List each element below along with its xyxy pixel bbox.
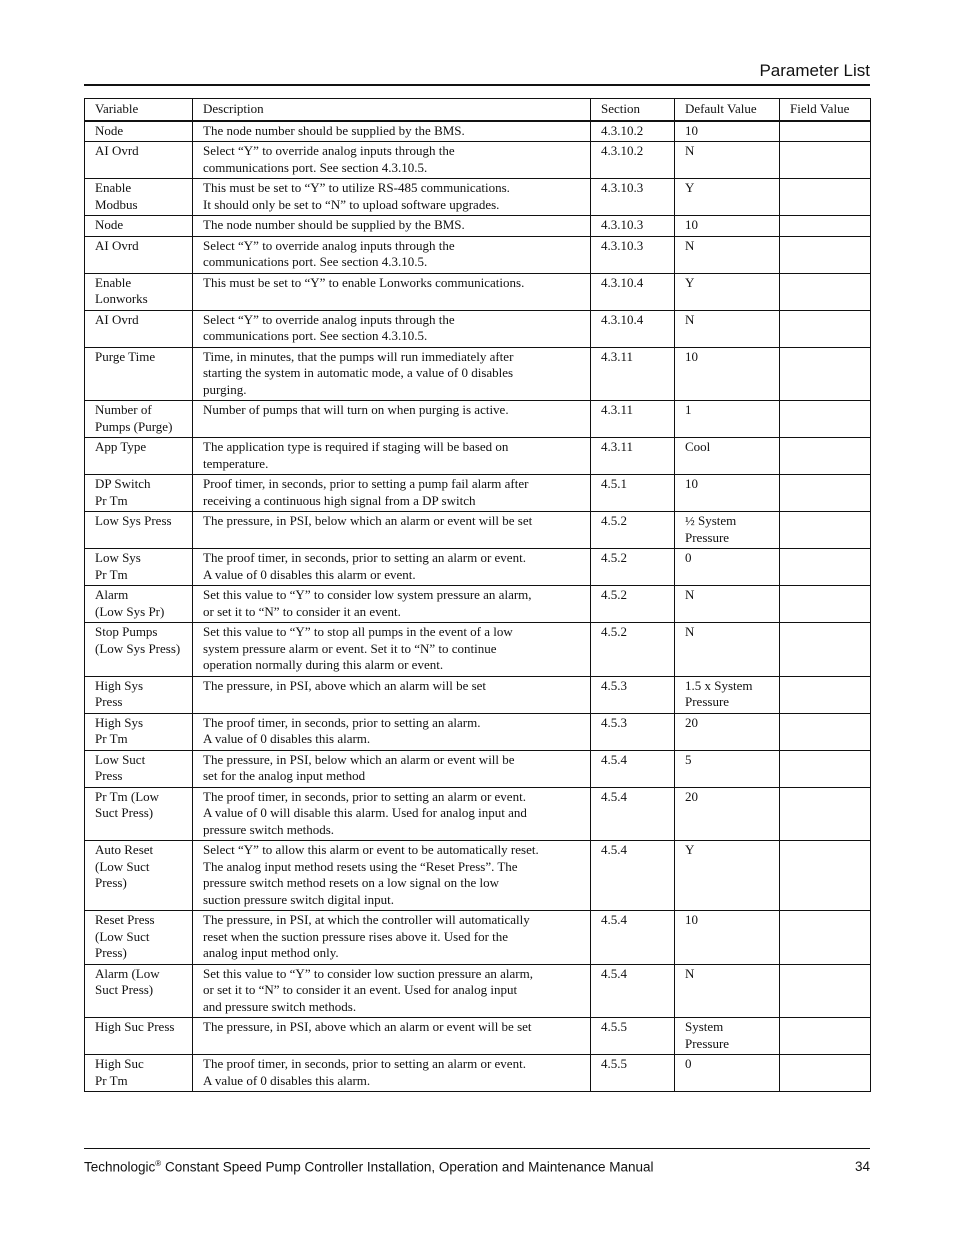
footer-divider	[84, 1148, 870, 1149]
cell-variable-text: Alarm (Low Suct Press)	[95, 965, 160, 997]
cell-default-value	[675, 512, 780, 549]
table-row	[85, 623, 871, 677]
cell-variable-text: Number of Pumps (Purge)	[95, 402, 173, 434]
cell-description-text: The proof timer, in seconds, prior to setting an alarm or event. A value of 0 disables this alarm.	[203, 1056, 526, 1088]
cell-description-text: Select “Y” to allow this alarm or event to be automatically reset. The analog input method resets using the “Reset Press”. The pressure switch method resets on a low signal on the low suction pressure switch digital input.	[203, 842, 539, 907]
cell-section-text: 4.5.2	[601, 624, 627, 639]
cell-variable-text: High Suc Pr Tm	[95, 1056, 144, 1088]
table-row	[85, 750, 871, 787]
cell-field-value	[780, 512, 871, 549]
cell-variable-text: Low Suct Press	[95, 751, 146, 783]
cell-variable	[85, 1055, 193, 1092]
cell-description	[193, 1018, 591, 1055]
cell-default-value	[675, 438, 780, 475]
cell-field-value	[780, 179, 871, 216]
cell-description-text: The pressure, in PSI, below which an alarm or event will be set for the analog input method	[203, 751, 515, 783]
cell-variable	[85, 310, 193, 347]
cell-variable-text: High Sys Pr Tm	[95, 714, 144, 746]
cell-default-value-text: N	[685, 587, 695, 602]
cell-section	[591, 347, 675, 401]
cell-section	[591, 475, 675, 512]
cell-field-value	[780, 676, 871, 713]
cell-default-value-text: N	[685, 237, 695, 253]
cell-default-value-text: 10	[685, 912, 698, 927]
cell-variable-text: Alarm (Low Sys Pr)	[95, 587, 165, 619]
cell-section	[591, 1055, 675, 1092]
cell-description	[193, 787, 591, 841]
cell-default-value-text: 20	[685, 714, 698, 730]
cell-default-value-text: N	[685, 143, 695, 158]
cell-default-value-text: 10	[685, 476, 698, 491]
cell-default-value	[675, 676, 780, 713]
cell-variable-text: Auto Reset (Low Suct Press)	[95, 842, 154, 890]
cell-description	[193, 179, 591, 216]
cell-variable-text: AI Ovrd	[95, 311, 139, 327]
cell-description	[193, 549, 591, 586]
cell-default-value-text: Y	[685, 180, 695, 195]
cell-default-value	[675, 964, 780, 1018]
cell-description-text: The proof timer, in seconds, prior to setting an alarm. A value of 0 disables this alarm.	[203, 714, 481, 746]
cell-default-value	[675, 1018, 780, 1055]
table-row	[85, 964, 871, 1018]
cell-variable	[85, 713, 193, 750]
table-row	[85, 142, 871, 179]
table-row	[85, 179, 871, 216]
cell-default-value	[675, 347, 780, 401]
column-header-description: Description	[193, 99, 591, 121]
cell-section-text: 4.3.10.2	[601, 143, 644, 158]
cell-section-text: 4.5.1	[601, 476, 627, 491]
cell-description	[193, 347, 591, 401]
cell-field-value	[780, 623, 871, 677]
cell-section-text: 4.5.4	[601, 965, 627, 981]
cell-variable-text: Enable Modbus	[95, 180, 138, 212]
cell-default-value-text: N	[685, 311, 695, 327]
cell-section	[591, 676, 675, 713]
cell-description-text: The pressure, in PSI, at which the controller will automatically reset when the suction pressure rises above it. Used for the analog input method only.	[203, 912, 530, 960]
cell-field-value	[780, 347, 871, 401]
cell-section-text: 4.3.11	[601, 348, 634, 364]
cell-section	[591, 273, 675, 310]
column-header-field-value: Field Value	[780, 99, 871, 121]
column-header-default-value: Default Value	[675, 99, 780, 121]
cell-section-text: 4.5.4	[601, 842, 627, 857]
cell-default-value	[675, 236, 780, 273]
cell-section-text: 4.5.2	[601, 587, 627, 602]
cell-default-value-text: 10	[685, 348, 698, 364]
cell-variable	[85, 787, 193, 841]
table-row	[85, 586, 871, 623]
cell-variable-text: Low Sys Pr Tm	[95, 550, 141, 582]
cell-field-value	[780, 911, 871, 965]
column-header-variable: Variable	[85, 99, 193, 121]
cell-description-text: The pressure, in PSI, above which an alarm will be set	[203, 677, 487, 693]
parameter-table-body	[85, 121, 871, 1092]
cell-field-value	[780, 750, 871, 787]
cell-default-value-text: Y	[685, 274, 695, 290]
cell-section	[591, 549, 675, 586]
table-row	[85, 512, 871, 549]
table-header-row	[85, 99, 871, 121]
cell-section	[591, 142, 675, 179]
cell-default-value-text: 10	[685, 217, 698, 232]
cell-default-value	[675, 911, 780, 965]
cell-description	[193, 310, 591, 347]
cell-default-value	[675, 586, 780, 623]
table-row	[85, 1055, 871, 1092]
cell-description-text: The node number should be supplied by the BMS.	[203, 122, 465, 138]
table-row	[85, 310, 871, 347]
table-row	[85, 121, 871, 142]
cell-variable-text: High Sys Press	[95, 677, 144, 709]
registered-mark: ®	[155, 1159, 162, 1168]
cell-default-value	[675, 310, 780, 347]
cell-description	[193, 964, 591, 1018]
cell-section	[591, 787, 675, 841]
cell-default-value-text: 20	[685, 788, 698, 804]
cell-section-text: 4.3.11	[601, 439, 634, 454]
cell-field-value	[780, 549, 871, 586]
cell-variable	[85, 623, 193, 677]
cell-description	[193, 438, 591, 475]
cell-description-text: This must be set to “Y” to enable Lonworks communications.	[203, 274, 525, 290]
cell-section-text: 4.5.5	[601, 1019, 627, 1034]
cell-variable-text: Node	[95, 217, 124, 232]
cell-description	[193, 750, 591, 787]
table-row	[85, 713, 871, 750]
cell-default-value	[675, 841, 780, 911]
cell-description-text: Time, in minutes, that the pumps will run immediately after starting the system in automatic mode, a value of 0 disables purging.	[203, 348, 514, 397]
cell-variable	[85, 142, 193, 179]
cell-section-text: 4.5.5	[601, 1056, 627, 1071]
cell-default-value	[675, 549, 780, 586]
cell-section	[591, 512, 675, 549]
cell-default-value	[675, 273, 780, 310]
cell-section	[591, 438, 675, 475]
cell-description	[193, 623, 591, 677]
cell-section-text: 4.3.10.4	[601, 311, 644, 327]
document-title	[84, 1159, 654, 1175]
cell-description-text: Select “Y” to override analog inputs through the communications port. See section 4.3.10.5.	[203, 143, 455, 175]
cell-description	[193, 216, 591, 237]
cell-description	[193, 273, 591, 310]
cell-default-value	[675, 623, 780, 677]
document-title-rest: Constant Speed Pump Controller Installation, Operation and Maintenance Manual	[161, 1159, 654, 1175]
cell-variable	[85, 964, 193, 1018]
cell-variable	[85, 236, 193, 273]
cell-description-text: Proof timer, in seconds, prior to setting a pump fail alarm after receiving a continuous high signal from a DP switch	[203, 476, 529, 508]
cell-field-value	[780, 216, 871, 237]
cell-variable-text: Purge Time	[95, 348, 156, 364]
table-row	[85, 273, 871, 310]
cell-default-value	[675, 216, 780, 237]
cell-field-value	[780, 236, 871, 273]
cell-variable-text: AI Ovrd	[95, 237, 139, 253]
cell-variable	[85, 911, 193, 965]
cell-description	[193, 121, 591, 142]
cell-description-text: Select “Y” to override analog inputs through the communications port. See section 4.3.10.5.	[203, 311, 455, 343]
cell-section	[591, 586, 675, 623]
cell-description	[193, 676, 591, 713]
cell-variable-text: AI Ovrd	[95, 143, 139, 158]
cell-variable	[85, 750, 193, 787]
cell-default-value-text: 0	[685, 550, 692, 565]
cell-description-text: Number of pumps that will turn on when purging is active.	[203, 402, 509, 417]
cell-section-text: 4.3.11	[601, 402, 634, 417]
cell-description-text: Set this value to “Y” to consider low system pressure an alarm, or set it to “N” to consider it an event.	[203, 587, 532, 619]
table-row	[85, 787, 871, 841]
cell-variable	[85, 216, 193, 237]
header-divider	[84, 84, 870, 86]
cell-default-value-text: 5	[685, 751, 692, 767]
cell-field-value	[780, 142, 871, 179]
table-row	[85, 911, 871, 965]
cell-section	[591, 750, 675, 787]
cell-description-text: Set this value to “Y” to stop all pumps in the event of a low system pressure alarm or event. Set it to “N” to continue operation normally during this alarm or event.	[203, 624, 513, 672]
cell-variable-text: DP Switch Pr Tm	[95, 476, 151, 508]
cell-field-value	[780, 310, 871, 347]
cell-description-text: The proof timer, in seconds, prior to setting an alarm or event. A value of 0 will disable this alarm. Used for analog input and pressure switch methods.	[203, 788, 527, 837]
cell-description-text: The proof timer, in seconds, prior to setting an alarm or event. A value of 0 disables this alarm or event.	[203, 550, 526, 582]
cell-default-value-text: N	[685, 965, 695, 981]
cell-description-text: Select “Y” to override analog inputs through the communications port. See section 4.3.10.5.	[203, 237, 455, 269]
cell-field-value	[780, 121, 871, 142]
cell-field-value	[780, 713, 871, 750]
cell-description-text: This must be set to “Y” to utilize RS-485 communications. It should only be set to “N” to upload software upgrades.	[203, 180, 510, 212]
cell-default-value	[675, 787, 780, 841]
cell-default-value-text: Y	[685, 842, 695, 857]
cell-variable	[85, 121, 193, 142]
cell-field-value	[780, 401, 871, 438]
cell-variable	[85, 586, 193, 623]
cell-field-value	[780, 1018, 871, 1055]
cell-description-text: The pressure, in PSI, above which an alarm or event will be set	[203, 1019, 532, 1034]
table-row	[85, 549, 871, 586]
table-row	[85, 841, 871, 911]
cell-variable-text: Pr Tm (Low Suct Press)	[95, 788, 160, 820]
cell-variable	[85, 273, 193, 310]
cell-field-value	[780, 273, 871, 310]
table-row	[85, 401, 871, 438]
cell-section	[591, 713, 675, 750]
cell-section	[591, 1018, 675, 1055]
cell-default-value-text: Cool	[685, 439, 711, 454]
cell-default-value-text: ½ System Pressure	[685, 513, 737, 545]
cell-section-text: 4.5.2	[601, 550, 627, 565]
cell-description	[193, 1055, 591, 1092]
cell-default-value	[675, 1055, 780, 1092]
cell-section-text: 4.3.10.4	[601, 274, 644, 290]
cell-section	[591, 121, 675, 142]
cell-section	[591, 911, 675, 965]
cell-variable-text: Stop Pumps (Low Sys Press)	[95, 624, 181, 656]
cell-description	[193, 475, 591, 512]
cell-section	[591, 179, 675, 216]
cell-default-value-text: System Pressure	[685, 1019, 730, 1051]
page-header-title: Parameter List	[759, 61, 870, 80]
cell-field-value	[780, 964, 871, 1018]
cell-section	[591, 216, 675, 237]
cell-variable	[85, 179, 193, 216]
cell-section	[591, 623, 675, 677]
cell-description	[193, 401, 591, 438]
cell-description-text: The node number should be supplied by the BMS.	[203, 217, 465, 232]
cell-description-text: The pressure, in PSI, below which an alarm or event will be set	[203, 513, 533, 528]
cell-variable-text: Node	[95, 122, 124, 138]
table-row	[85, 347, 871, 401]
cell-section-text: 4.5.3	[601, 714, 627, 730]
cell-description-text: The application type is required if staging will be based on temperature.	[203, 439, 509, 471]
cell-variable	[85, 1018, 193, 1055]
cell-description	[193, 142, 591, 179]
cell-description	[193, 713, 591, 750]
cell-default-value-text: 1.5 x System Pressure	[685, 677, 753, 709]
cell-default-value	[675, 475, 780, 512]
table-row	[85, 676, 871, 713]
table-row	[85, 216, 871, 237]
cell-section-text: 4.5.4	[601, 912, 627, 927]
cell-section-text: 4.5.4	[601, 788, 627, 804]
page-number: 34	[854, 1159, 870, 1174]
cell-field-value	[780, 841, 871, 911]
brand-name: Technologic	[84, 1159, 156, 1175]
column-header-section: Section	[591, 99, 675, 121]
cell-description	[193, 841, 591, 911]
parameter-table	[84, 98, 871, 1092]
cell-field-value	[780, 787, 871, 841]
cell-field-value	[780, 475, 871, 512]
cell-default-value	[675, 121, 780, 142]
cell-section	[591, 236, 675, 273]
cell-field-value	[780, 438, 871, 475]
cell-variable	[85, 438, 193, 475]
cell-default-value-text: N	[685, 624, 695, 639]
cell-section-text: 4.3.10.3	[601, 180, 644, 195]
cell-variable-text: Reset Press (Low Suct Press)	[95, 912, 155, 960]
cell-section-text: 4.3.10.3	[601, 237, 644, 253]
cell-section	[591, 841, 675, 911]
cell-section-text: 4.5.2	[601, 513, 627, 528]
cell-variable	[85, 347, 193, 401]
cell-default-value-text: 1	[685, 402, 692, 417]
table-row	[85, 236, 871, 273]
cell-section	[591, 401, 675, 438]
table-row	[85, 475, 871, 512]
cell-section-text: 4.5.3	[601, 677, 627, 693]
cell-default-value-text: 0	[685, 1056, 692, 1071]
cell-description	[193, 586, 591, 623]
cell-variable-text: App Type	[95, 439, 147, 454]
cell-description	[193, 236, 591, 273]
cell-variable	[85, 841, 193, 911]
cell-section-text: 4.3.10.2	[601, 122, 644, 138]
cell-default-value	[675, 713, 780, 750]
cell-section	[591, 310, 675, 347]
cell-variable-text: High Suc Press	[95, 1019, 175, 1034]
cell-section-text: 4.3.10.3	[601, 217, 644, 232]
cell-variable-text: Low Sys Press	[95, 513, 172, 528]
cell-variable	[85, 512, 193, 549]
cell-default-value-text: 10	[685, 122, 698, 138]
cell-description-text: Set this value to “Y” to consider low suction pressure an alarm, or set it to “N” to consider it an event. Used for analog input and pressure switch methods.	[203, 965, 533, 1014]
cell-variable	[85, 401, 193, 438]
cell-default-value	[675, 750, 780, 787]
cell-default-value	[675, 401, 780, 438]
cell-variable-text: Enable Lonworks	[95, 274, 148, 306]
cell-section	[591, 964, 675, 1018]
cell-description	[193, 512, 591, 549]
cell-default-value	[675, 142, 780, 179]
cell-description	[193, 911, 591, 965]
cell-field-value	[780, 1055, 871, 1092]
cell-field-value	[780, 586, 871, 623]
table-row	[85, 1018, 871, 1055]
cell-section-text: 4.5.4	[601, 751, 627, 767]
table-row	[85, 438, 871, 475]
cell-variable	[85, 475, 193, 512]
cell-variable	[85, 676, 193, 713]
cell-default-value	[675, 179, 780, 216]
cell-variable	[85, 549, 193, 586]
